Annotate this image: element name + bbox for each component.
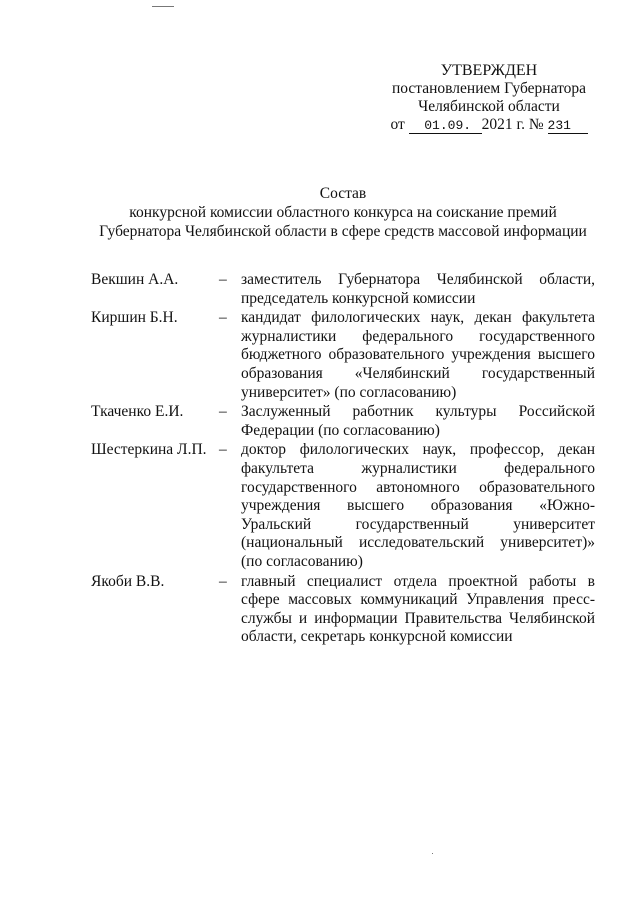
approval-year-suffix: 2021 г. № — [481, 116, 544, 133]
member-name: Векшин А.А. — [91, 271, 179, 288]
member-row — [91, 403, 595, 440]
member-dash: – — [219, 309, 227, 327]
member-name: Ткаченко Е.И. — [91, 403, 184, 421]
member-description: Заслуженный работник культуры Российской Федерации (по согласованию) — [241, 403, 595, 439]
approval-date-prefix: от — [390, 116, 405, 133]
member-name: Шестеркина Л.П. — [91, 441, 207, 459]
heading-line-1: конкурсной комиссии областного конкурса на соискание премий — [129, 204, 557, 221]
approval-line-1: постановлением Губернатора — [391, 80, 587, 97]
member-dash: – — [219, 403, 227, 421]
approval-title: УТВЕРЖДЕН — [440, 62, 538, 79]
member-row — [91, 309, 595, 402]
member-description: доктор филологических наук, профессор, декан факультета журналистики федерального государственного автономного образовательного учреждения высшего образования «Южно-Уральский государственный университет (национальный исследовательский университет)» (по согласованию) — [241, 441, 595, 570]
scan-speck — [432, 853, 433, 854]
member-description: заместитель Губернатора Челябинской области, председатель конкурсной комиссии — [241, 271, 595, 307]
approval-date: 01.09. — [409, 118, 482, 134]
member-dash: – — [219, 441, 227, 459]
member-description: главный специалист отдела проектной работы в сфере массовых коммуникаций Управления пресс-службы и информации Правительства Челябинской области, секретарь конкурсной комиссии — [241, 572, 595, 646]
approval-block — [384, 62, 594, 134]
heading-line-2: Губернатора Челябинской области в сфере средств массовой информации — [99, 223, 587, 240]
document-heading — [60, 184, 626, 241]
member-name: Киршин Б.Н. — [91, 309, 178, 327]
member-dash: – — [219, 572, 227, 590]
member-row — [91, 271, 595, 308]
approval-number: 231 — [548, 118, 588, 134]
member-description: кандидат филологических наук, декан факультета журналистики федерального государственного бюджетного образовательного учреждения высшего образования «Челябинский государственный университет» (по согласованию) — [241, 309, 595, 401]
approval-date-line — [384, 116, 594, 134]
commission-members-list — [91, 271, 595, 648]
approval-line-2: Челябинской области — [418, 98, 560, 115]
member-name: Якоби В.В. — [91, 572, 165, 590]
member-row — [91, 441, 595, 571]
heading-title: Состав — [319, 185, 367, 202]
member-row — [91, 573, 595, 647]
member-dash: – — [219, 271, 227, 288]
scan-mark — [152, 6, 174, 7]
